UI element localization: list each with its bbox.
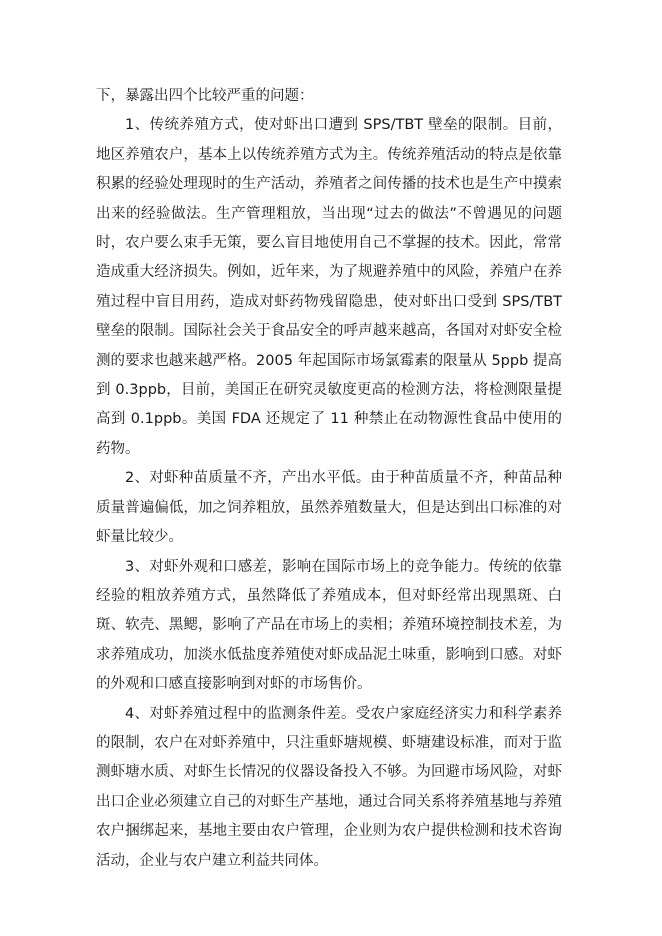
document-body <box>96 82 562 876</box>
paragraph-intro: 下，暴露出四个比较严重的问题： <box>96 88 314 104</box>
paragraph-issue-1: 1、传统养殖方式，使对虾出口遭到 SPS/TBT 壁垒的限制。目前，地区养殖农户，基本上以传统养殖方式为主。传统养殖活动的特点是依靠积累的经验处理现时的生产活动，养殖者之间传播的技术也是生产中摸索出来的经验做法。生产管理粗放，当出现“过去的做法”不曾遇见的问题时，农户要么束手无策，要么盲目地使用自己不掌握的技术。因此，常常造成重大经济损失。例如，近年来，为了规避养殖中的风险，养殖户在养殖过程中盲目用药，造成对虾药物残留隐患，使对虾出口受到 SPS/TBT 壁垒的限制。国际社会关于食品安全的呼声越来越高，各国对对虾安全检测的要求也越来越严格。2005 年起国际市场氯霉素的限量从 5ppb 提高到 0.3ppb，目前，美国正在研究灵敏度更高的检测方法，将检测限量提高到 0.1ppb。美国 FDA 还规定了 11 种禁止在动物源性食品中使用的药物。 <box>96 117 562 457</box>
paragraph-issue-4: 4、对虾养殖过程中的监测条件差。受农户家庭经济实力和科学素养的限制，农户在对虾养殖中，只注重虾塘规模、虾塘建设标准，而对于监测虾塘水质、对虾生长情况的仪器设备投入不够。为回避市场风险，对虾出口企业必须建立自己的对虾生产基地，通过合同关系将养殖基地与养殖农户捆绑起来，基地主要由农户管理，企业则为农户提供检测和技术咨询活动，企业与农户建立利益共同体。 <box>96 705 562 869</box>
paragraph-issue-3: 3、对虾外观和口感差，影响在国际市场上的竞争能力。传统的依靠经验的粗放养殖方式，虽然降低了养殖成本，但对虾经常出现黑斑、白斑、软壳、黑鳃，影响了产品在市场上的卖相；养殖环境控制技术差，为求养殖成功，加淡水低盐度养殖使对虾成品泥土味重，影响到口感。对虾的外观和口感直接影响到对虾的市场售价。 <box>96 558 562 693</box>
paragraph-issue-2: 2、对虾种苗质量不齐，产出水平低。由于种苗质量不齐，种苗品种质量普遍偏低，加之饲养粗放，虽然养殖数量大，但是达到出口标准的对虾量比较少。 <box>96 470 562 546</box>
